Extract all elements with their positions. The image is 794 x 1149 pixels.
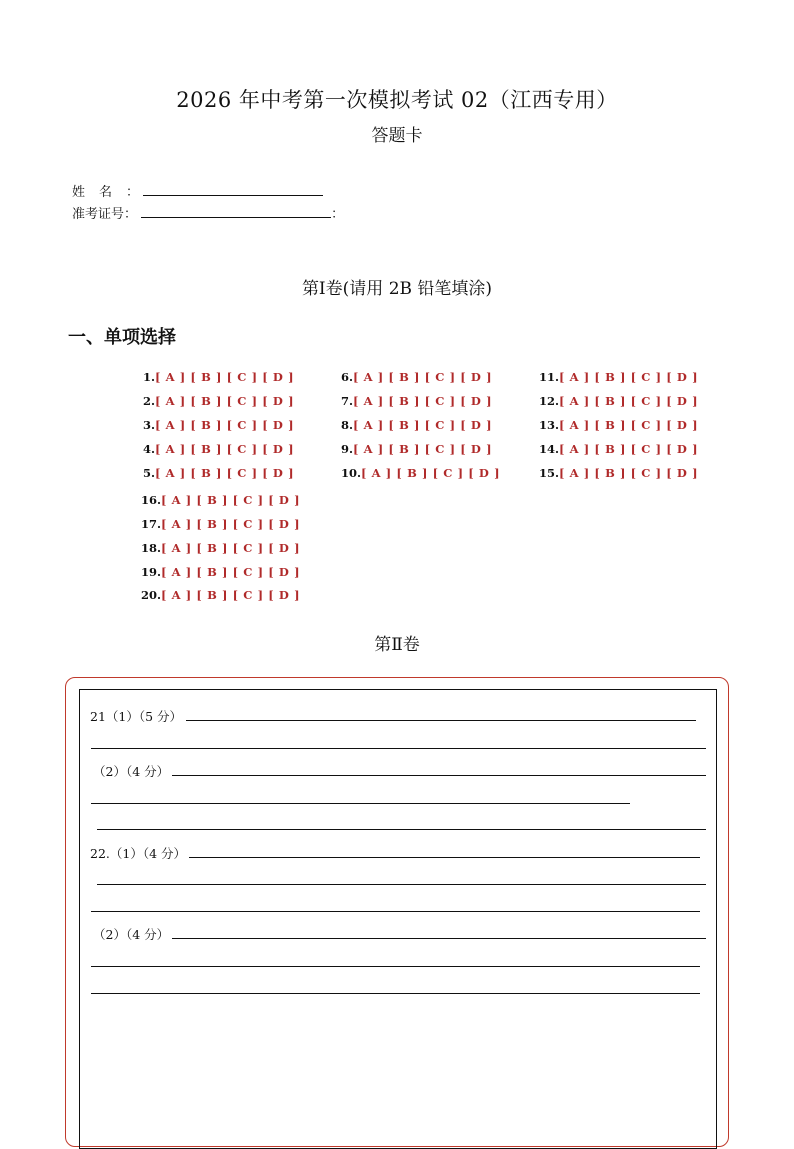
question-number: 9. <box>341 442 354 456</box>
answer-line[interactable] <box>91 993 700 994</box>
answer-line[interactable] <box>91 748 706 749</box>
question-number: 4. <box>143 442 156 456</box>
answer-options[interactable]: [ A ] [ B ] [ C ] [ D ] <box>161 541 301 555</box>
name-label: 姓名 <box>72 185 127 200</box>
answer-options[interactable]: [ A ] [ B ] [ C ] [ D ] <box>155 466 295 480</box>
question-2[interactable] <box>143 394 294 408</box>
part2-title: 第Ⅱ卷 <box>374 635 420 655</box>
question-22-2-label: （2）（4 分） <box>93 927 170 942</box>
answer-options[interactable]: [ A ] [ B ] [ C ] [ D ] <box>559 418 699 432</box>
question-22-1-label: 22.（1）（4 分） <box>90 846 187 861</box>
question-9[interactable] <box>341 442 492 456</box>
answer-options[interactable]: [ A ] [ B ] [ C ] [ D ] <box>161 493 301 507</box>
answer-options[interactable]: [ A ] [ B ] [ C ] [ D ] <box>161 588 301 602</box>
question-number: 11. <box>539 370 560 384</box>
answer-options[interactable]: [ A ] [ B ] [ C ] [ D ] <box>559 394 699 408</box>
question-19[interactable] <box>141 565 300 579</box>
question-number: 16. <box>141 493 162 507</box>
answer-options[interactable]: [ A ] [ B ] [ C ] [ D ] <box>161 565 301 579</box>
question-3[interactable] <box>143 418 294 432</box>
question-14[interactable] <box>539 442 698 456</box>
question-number: 2. <box>143 394 156 408</box>
answer-options[interactable]: [ A ] [ B ] [ C ] [ D ] <box>155 394 295 408</box>
question-5[interactable] <box>143 466 294 480</box>
question-16[interactable] <box>141 493 300 507</box>
question-number: 18. <box>141 541 162 555</box>
question-number: 17. <box>141 517 162 531</box>
part1-title: 第Ⅰ卷(请用 2B 铅笔填涂) <box>301 279 493 299</box>
question-number: 6. <box>341 370 354 384</box>
answer-options[interactable]: [ A ] [ B ] [ C ] [ D ] <box>353 394 493 408</box>
question-number: 14. <box>539 442 560 456</box>
answer-options[interactable]: [ A ] [ B ] [ C ] [ D ] <box>155 370 295 384</box>
question-21-1-label: 21（1）（5 分） <box>90 709 183 724</box>
question-11[interactable] <box>539 370 698 384</box>
question-10[interactable] <box>341 466 500 480</box>
answer-line[interactable] <box>91 803 630 804</box>
exam-number-label: 准考证号： <box>72 207 138 222</box>
answer-line[interactable] <box>189 857 700 858</box>
question-18[interactable] <box>141 541 300 555</box>
question-1[interactable] <box>143 370 294 384</box>
question-number: 15. <box>539 466 560 480</box>
question-13[interactable] <box>539 418 698 432</box>
answer-options[interactable]: [ A ] [ B ] [ C ] [ D ] <box>161 517 301 531</box>
question-number: 10. <box>341 466 362 480</box>
answer-options[interactable]: [ A ] [ B ] [ C ] [ D ] <box>353 370 493 384</box>
answer-line[interactable] <box>97 884 706 885</box>
answer-options[interactable]: [ A ] [ B ] [ C ] [ D ] <box>353 418 493 432</box>
question-number: 19. <box>141 565 162 579</box>
question-4[interactable] <box>143 442 294 456</box>
answer-line[interactable] <box>172 938 706 939</box>
answer-options[interactable]: [ A ] [ B ] [ C ] [ D ] <box>155 418 295 432</box>
question-15[interactable] <box>539 466 698 480</box>
question-number: 7. <box>341 394 354 408</box>
question-number: 20. <box>141 588 162 602</box>
name-field[interactable] <box>143 183 323 196</box>
answer-line[interactable] <box>97 829 706 830</box>
question-12[interactable] <box>539 394 698 408</box>
answer-options[interactable]: [ A ] [ B ] [ C ] [ D ] <box>559 370 699 384</box>
answer-line[interactable] <box>91 966 700 967</box>
answer-options[interactable]: [ A ] [ B ] [ C ] [ D ] <box>353 442 493 456</box>
answer-options[interactable]: [ A ] [ B ] [ C ] [ D ] <box>559 466 699 480</box>
answer-area-box <box>79 689 717 1149</box>
question-17[interactable] <box>141 517 300 531</box>
answer-line[interactable] <box>91 911 700 912</box>
question-number: 1. <box>143 370 156 384</box>
page-subtitle: 答题卡 <box>371 126 423 146</box>
question-number: 5. <box>143 466 156 480</box>
section-single-choice-title: 一、单项选择 <box>68 327 176 348</box>
question-21-2-label: （2）（4 分） <box>93 764 170 779</box>
exam-number-row <box>72 203 344 222</box>
answer-line[interactable] <box>186 720 696 721</box>
question-7[interactable] <box>341 394 492 408</box>
question-6[interactable] <box>341 370 492 384</box>
question-number: 13. <box>539 418 560 432</box>
answer-options[interactable]: [ A ] [ B ] [ C ] [ D ] <box>155 442 295 456</box>
question-number: 3. <box>143 418 156 432</box>
answer-options[interactable]: [ A ] [ B ] [ C ] [ D ] <box>559 442 699 456</box>
question-8[interactable] <box>341 418 492 432</box>
name-row <box>72 181 323 200</box>
name-colon: ： <box>126 185 140 200</box>
question-number: 8. <box>341 418 354 432</box>
answer-line[interactable] <box>172 775 706 776</box>
question-20[interactable] <box>141 588 300 602</box>
page-title: 2026 年中考第一次模拟考试 02（江西专用） <box>176 88 618 112</box>
exam-number-suffix: ： <box>331 207 345 222</box>
answer-options[interactable]: [ A ] [ B ] [ C ] [ D ] <box>361 466 501 480</box>
exam-number-field[interactable] <box>141 205 331 218</box>
question-number: 12. <box>539 394 560 408</box>
